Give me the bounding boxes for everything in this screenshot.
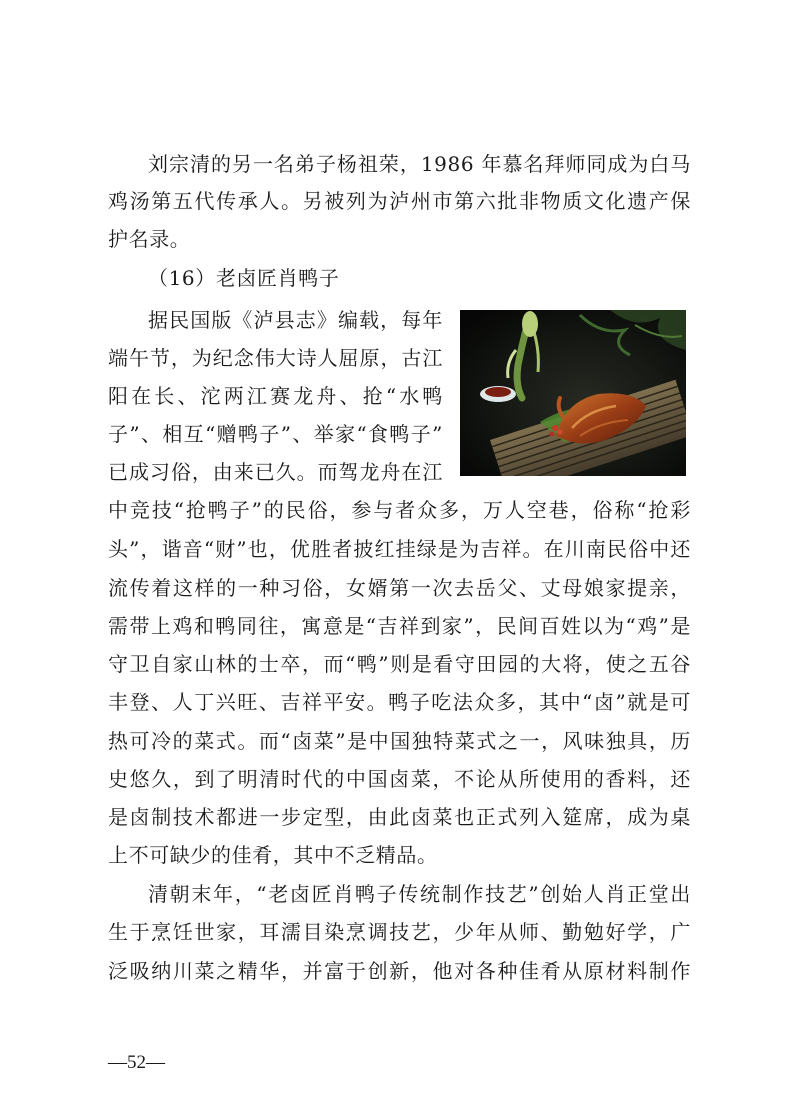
paragraph-2-line-6: 中竞技“抢鸭子”的民俗，参与者众多，万人空巷，俗称“抢彩: [108, 498, 691, 522]
paragraph-2-line-8: 流传着这样的一种习俗，女婿第一次去岳父、丈母娘家提亲，: [108, 576, 691, 600]
paragraph-2-line-7: 头”，谐音“财”也，优胜者披红挂绿是为吉祥。在川南民俗中还: [108, 537, 691, 561]
paragraph-2-line-12: 热可冷的菜式。而“卤菜”是中国独特菜式之一，风味独具，历: [108, 729, 691, 753]
paragraph-3-line-1: 清朝末年，“老卤匠肖鸭子传统制作技艺”创始人肖正堂出: [148, 882, 691, 906]
paragraph-2-line-11: 丰登、人丁兴旺、吉祥平安。鸭子吃法众多，其中“卤”就是可: [108, 690, 691, 714]
paragraph-2-line-2: 端午节，为纪念伟大诗人屈原，古江: [108, 346, 443, 370]
section-heading: （16）老卤匠肖鸭子: [148, 266, 340, 290]
paragraph-1-line-3: 护名录。: [108, 227, 191, 251]
paragraph-1-line-1: 刘宗清的另一名弟子杨祖荣，1986 年慕名拜师同成为白马: [148, 152, 691, 176]
paragraph-3-line-3: 泛吸纳川菜之精华，并富于创新，他对各种佳肴从原材料制作: [108, 959, 691, 983]
paragraph-2-line-9: 需带上鸡和鸭同往，寓意是“吉祥到家”，民间百姓以为“鸡”是: [108, 614, 691, 638]
paragraph-2-line-13: 史悠久，到了明清时代的中国卤菜，不论从所使用的香料，还: [108, 767, 691, 791]
paragraph-2-line-14: 是卤制技术都进一步定型，由此卤菜也正式列入筵席，成为桌: [108, 805, 691, 829]
paragraph-2-line-15: 上不可缺少的佳肴，其中不乏精品。: [108, 843, 438, 867]
paragraph-2-line-3: 阳在长、沱两江赛龙舟、抢“水鸭: [108, 384, 443, 408]
paragraph-3-line-2: 生于烹饪世家，耳濡目染烹调技艺，少年从师、勤勉好学，广: [108, 920, 691, 944]
paragraph-2-line-1: 据民国版《泸县志》编载，每年: [148, 308, 443, 332]
paragraph-2-line-4: 子”、相互“赠鸭子”、举家“食鸭子”: [108, 422, 443, 446]
duck-dish-photo: [460, 310, 686, 476]
page-number: —52—: [108, 1052, 165, 1073]
paragraph-1-line-2: 鸡汤第五代传承人。另被列为泸州市第六批非物质文化遗产保: [108, 189, 691, 213]
paragraph-2-line-5: 已成习俗，由来已久。而驾龙舟在江: [108, 460, 443, 484]
paragraph-2-line-10: 守卫自家山林的士卒，而“鸭”则是看守田园的大将，使之五谷: [108, 652, 691, 676]
